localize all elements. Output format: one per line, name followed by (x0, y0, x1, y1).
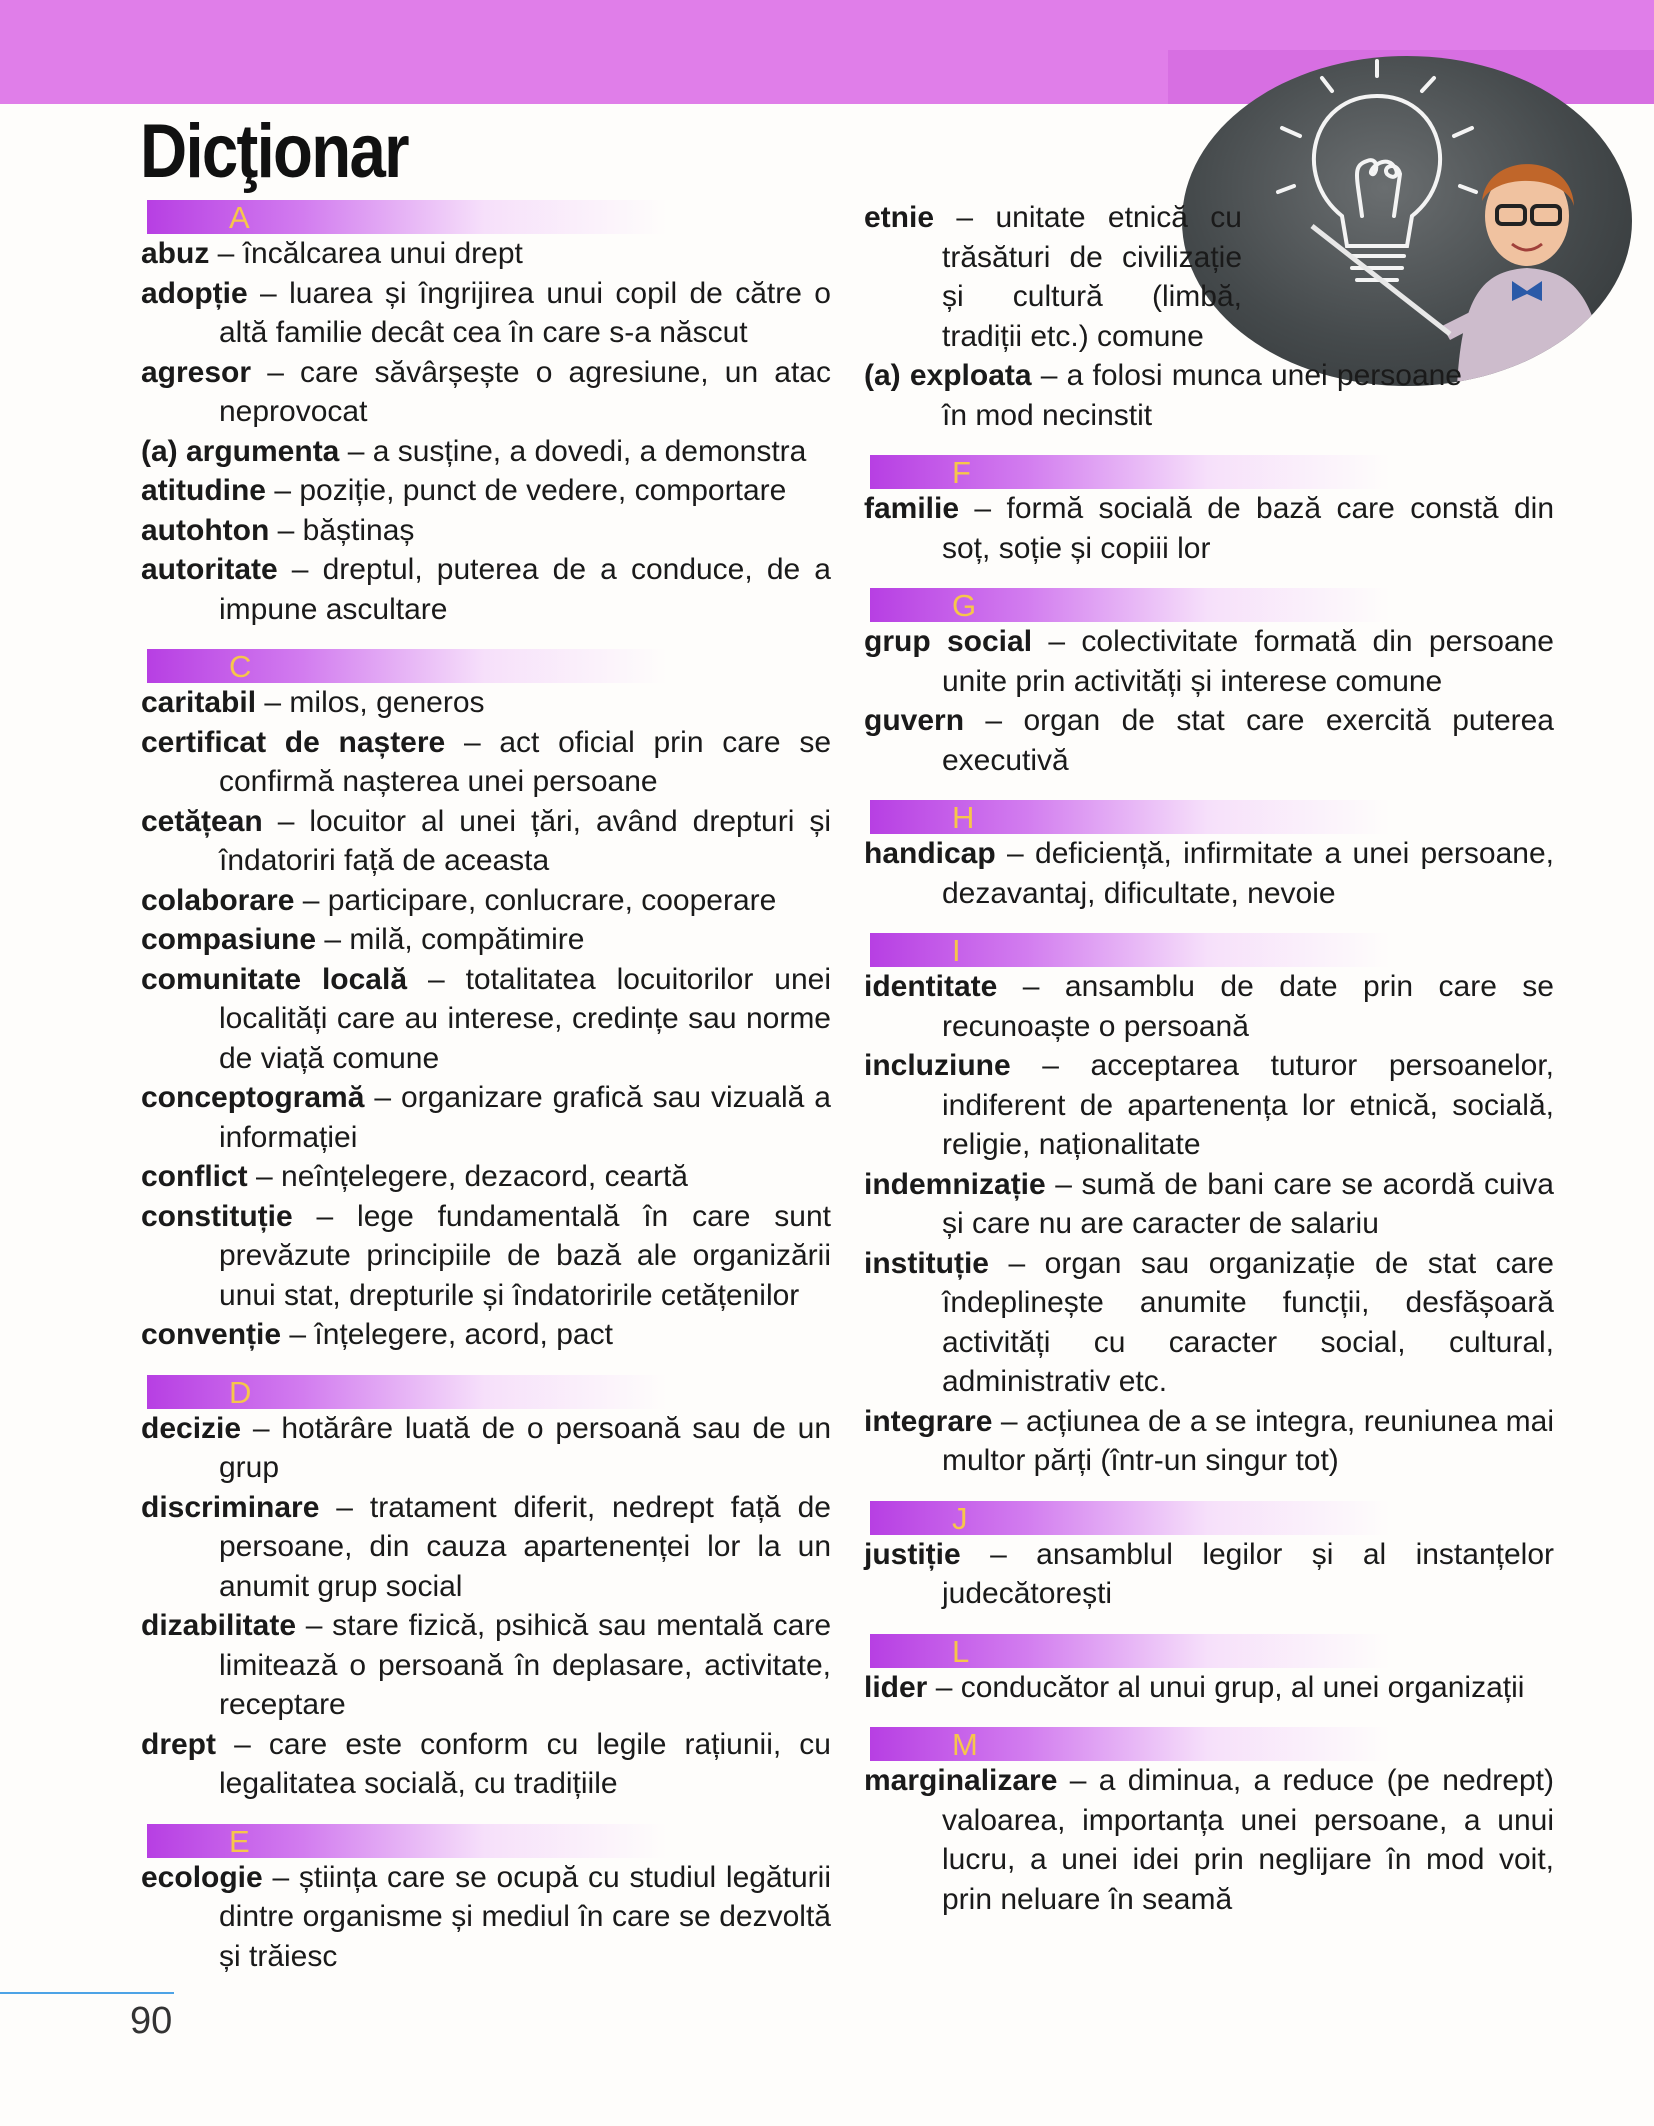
entry-argumenta: (a) argumenta – a susține, a dovedi, a demonstra (141, 434, 807, 468)
letter-label: L (952, 1633, 970, 1669)
letter-label: G (952, 588, 977, 623)
entry-drept: drept – care este conform cu legile rațiunii, cu legalitatea socială, cu tradițiile (141, 1727, 831, 1800)
entry-adoptie: adopție – luarea și îngrijirea unui copil de către o altă familie decât cea în care s-a născut (141, 276, 831, 349)
letter-heading-g (870, 588, 1390, 622)
entry-discriminare: discriminare – tratament diferit, nedrept față de persoane, din cauza apartenenței lor la un anumit grup social (141, 1490, 831, 1603)
entry-abuz: abuz – încălcarea unui drept (141, 237, 523, 270)
letter-label: D (229, 1374, 252, 1410)
entry-constitutie: constituție – lege fundamentală în care sunt prevăzute principiile de bază ale organizării unui stat, drepturile și îndatoririle cetățenilor (141, 1199, 831, 1312)
entry-institutie: instituție – organ sau organizație de stat care îndeplinește anumite funcții, desfășoară activități cu caracter social, cultural, administrativ etc. (864, 1246, 1554, 1398)
entry-integrare: integrare – acțiunea de a se integra, reuniunea mai multor părți (într-un singur tot) (864, 1404, 1554, 1477)
letter-label: E (229, 1823, 250, 1859)
letter-label: M (952, 1727, 978, 1762)
letter-heading-i (870, 933, 1390, 967)
letter-label: J (952, 1500, 968, 1536)
letter-heading-e (147, 1824, 667, 1858)
page-title: Dicţionar (140, 109, 408, 194)
entry-grup-social: grup social – colectivitate formată din persoane unite prin activități și interese comune (864, 625, 1554, 698)
entry-identitate: identitate – ansamblu de date prin care se recunoaște o persoană (864, 970, 1554, 1043)
entry-conventie: convenție – înțelegere, acord, pact (141, 1318, 613, 1351)
entry-atitudine: atitudine – poziție, punct de vedere, comportare (141, 474, 787, 507)
letter-label: C (229, 649, 252, 684)
entry-caritabil: caritabil – milos, generos (141, 686, 485, 719)
entry-dizabilitate: dizabilitate – stare fizică, psihică sau mentală care limitează o persoană în deplasare, activitate, receptare (141, 1609, 831, 1721)
entry-agresor: agresor – care săvârșește o agresiune, un atac neprovocat (141, 355, 831, 428)
letter-heading-m (870, 1727, 1390, 1761)
letter-label: A (229, 200, 250, 235)
entry-colaborare: colaborare – participare, conlucrare, cooperare (141, 883, 777, 917)
entry-certificat: certificat de naștere – act oficial prin care se confirmă nașterea unei persoane (141, 725, 832, 798)
letter-heading-j (870, 1501, 1390, 1535)
left-column (141, 200, 831, 1976)
right-column (864, 198, 1554, 1919)
entry-conflict: conflict – neînțelegere, dezacord, ceartă (141, 1160, 688, 1193)
letter-heading-a (147, 200, 667, 234)
entry-exploata: (a) exploata – a folosi munca unei persoane în mod necinstit (864, 359, 1462, 432)
entry-ecologie: ecologie – știința care se ocupă cu studiul legăturii dintre organisme și mediul în care se dezvoltă și trăiesc (141, 1860, 831, 1973)
letter-heading-d (147, 1375, 667, 1409)
letter-label: H (952, 800, 975, 835)
entry-marginalizare: marginalizare – a diminua, a reduce (pe nedrept) valoarea, importanța unei persoane, a unui lucru, a unei idei prin neglijare în mod voit, prin neluare în seamă (864, 1764, 1554, 1916)
entry-lider: lider – conducător al unui grup, al unei organizații (864, 1670, 1525, 1704)
entry-familie: familie – formă socială de bază care constă din soț, soție și copiii lor (864, 492, 1554, 565)
letter-label: F (952, 455, 971, 490)
entry-conceptograma: conceptogramă – organizare grafică sau vizuală a informației (141, 1081, 831, 1154)
entry-autohton: autohton – băștinaș (141, 513, 415, 547)
letter-label: I (952, 933, 961, 968)
entry-autoritate: autoritate – dreptul, puterea de a conduce, de a impune ascultare (141, 553, 831, 626)
entry-handicap: handicap – deficiență, infirmitate a unei persoane, dezavantaj, dificultate, nevoie (864, 837, 1554, 910)
entry-cetatean: cetățean – locuitor al unei țări, având drepturi și îndatoriri față de aceasta (141, 804, 831, 877)
letter-heading-l (870, 1634, 1390, 1668)
entry-comunitate-locala: comunitate locală – totalitatea locuitorilor unei localități care au interese, credințe sau norme de viață comune (141, 962, 831, 1075)
entry-incluziune: incluziune – acceptarea tuturor persoanelor, indiferent de apartenența lor etnică, socială, religie, naționalitate (864, 1049, 1554, 1161)
footer-line (0, 1992, 174, 1994)
letter-heading-h (870, 800, 1390, 834)
entry-decizie: decizie – hotărâre luată de o persoană sau de un grup (141, 1411, 831, 1484)
entry-etnie: etnie – unitate etnică cu trăsături de civilizație și cultură (limbă, tradiții etc.) comune (864, 201, 1242, 353)
letter-heading-c (147, 649, 667, 683)
entry-guvern: guvern – organ de stat care exercită puterea executivă (864, 704, 1554, 777)
entry-justitie: justiție – ansamblul legilor și al instanțelor judecătorești (864, 1537, 1554, 1610)
letter-heading-f (870, 455, 1390, 489)
entry-indemnizatie: indemnizație – sumă de bani care se acordă cuiva și care nu are caracter de salariu (864, 1167, 1554, 1240)
entry-compasiune: compasiune – milă, compătimire (141, 923, 585, 956)
page-number: 90 (130, 2000, 173, 2042)
